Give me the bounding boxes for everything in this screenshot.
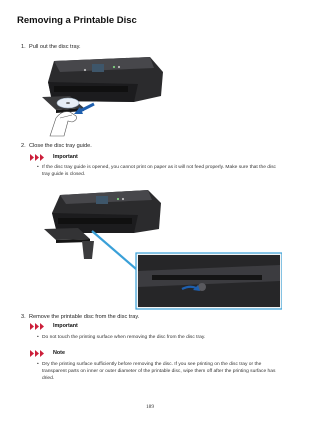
note-bullet bbox=[37, 361, 277, 383]
bullet-text: Dry the printing surface sufficiently before removing the disc. If you see printing on the disc tray or the transparent parts on inner or outer diameter of the printable disc, wipe them off after the printing surface has dried. bbox=[42, 362, 276, 382]
printer-close-guide-illustration bbox=[32, 185, 282, 310]
step-text: Remove the printable disc from the disc tray. bbox=[29, 314, 140, 320]
important-arrows-icon bbox=[30, 154, 50, 161]
step-number: 1. bbox=[21, 44, 26, 50]
important-bullet-1 bbox=[37, 164, 277, 178]
note-arrows-icon bbox=[30, 350, 50, 357]
bullet-mark: • bbox=[37, 335, 39, 340]
note-callout bbox=[30, 350, 65, 357]
note-label: Note bbox=[53, 350, 65, 356]
bullet-text: If the disc tray guide is opened, you cannot print on paper as it will not feed properly. Make sure that the disc tray guide is closed. bbox=[42, 165, 276, 178]
step-text: Close the disc tray guide. bbox=[29, 143, 92, 149]
printer-pull-tray-illustration bbox=[30, 52, 170, 137]
important-label: Important bbox=[53, 154, 78, 160]
step-text: Pull out the disc tray. bbox=[29, 44, 81, 50]
important-callout-2 bbox=[30, 323, 78, 330]
important-bullet-2 bbox=[37, 334, 277, 341]
step-2 bbox=[21, 143, 92, 149]
important-callout-1 bbox=[30, 154, 78, 161]
step-3 bbox=[21, 314, 139, 320]
important-arrows-icon bbox=[30, 323, 50, 330]
bullet-text: Do not touch the printing surface when removing the disc from the disc tray. bbox=[42, 335, 206, 340]
step-number: 2. bbox=[21, 143, 26, 149]
page-title: Removing a Printable Disc bbox=[17, 15, 137, 26]
step-1 bbox=[21, 44, 81, 50]
step-number: 3. bbox=[21, 314, 26, 320]
important-label: Important bbox=[53, 323, 78, 329]
bullet-mark: • bbox=[37, 362, 39, 367]
bullet-mark: • bbox=[37, 165, 39, 170]
page-number: 189 bbox=[145, 404, 155, 410]
